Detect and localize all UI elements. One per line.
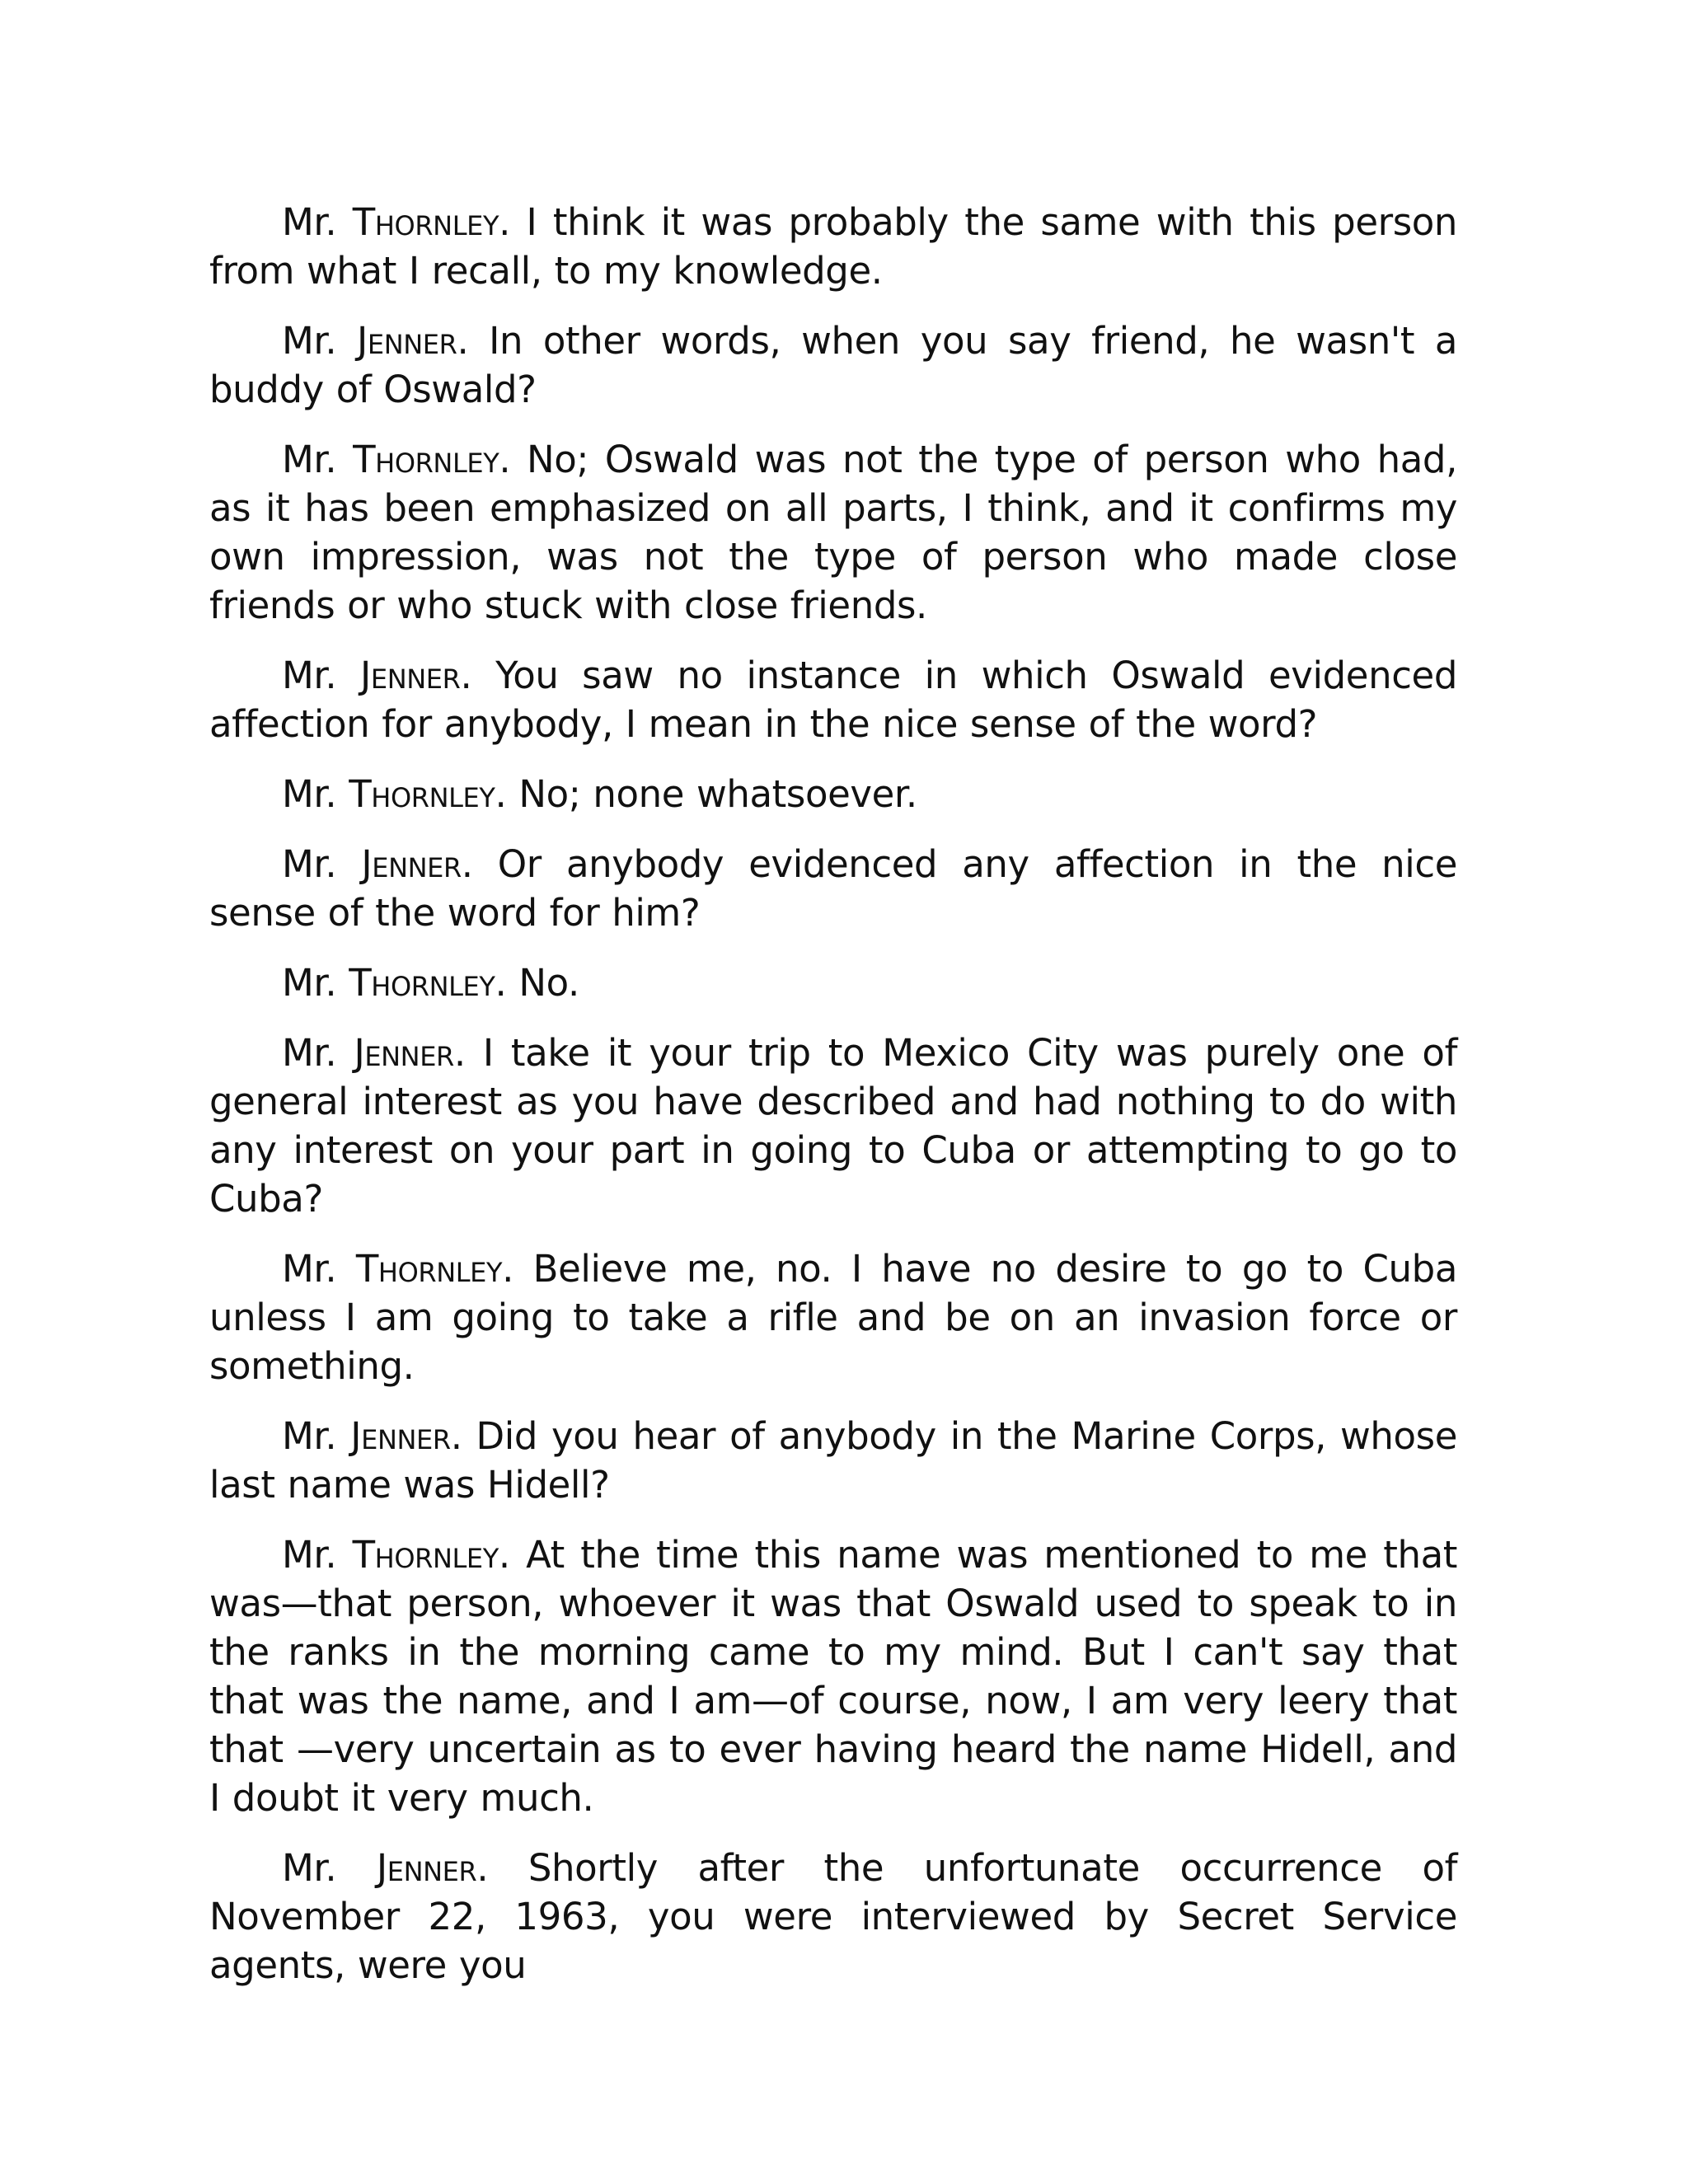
transcript-page — [209, 198, 1457, 2011]
testimony-paragraph: Mr. Thornley. I think it was probably the same with this person from what I recall, to my knowledge. — [209, 200, 1457, 293]
speaker-title: Mr. — [282, 1846, 337, 1890]
testimony-text: You saw no instance in which Oswald evidenced affection for anybody, I mean in the nice sense of the word? — [209, 654, 1457, 746]
testimony-paragraph: Mr. Jenner. You saw no instance in which Oswald evidenced affection for anybody, I mean in the nice sense of the word? — [209, 654, 1457, 746]
speaker-title: Mr. — [282, 200, 337, 244]
testimony-paragraph: Mr. Jenner. Or anybody evidenced any affection in the nice sense of the word for him? — [209, 842, 1458, 935]
speaker-name: Jenner — [354, 1031, 454, 1075]
speaker-name: Thornley — [352, 1533, 499, 1577]
speaker-title: Mr. — [282, 1031, 337, 1075]
speaker-title: Mr. — [282, 772, 337, 816]
testimony-paragraph: Mr. Thornley. No; none whatsoever. — [282, 772, 917, 816]
speaker-title: Mr. — [282, 438, 337, 481]
speaker-title: Mr. — [282, 1247, 337, 1291]
speaker-name: Jenner — [376, 1846, 477, 1890]
testimony-paragraph: Mr. Thornley. No. — [282, 961, 579, 1005]
testimony-text: Did you hear of anybody in the Marine Corps, whose last name was Hidell? — [209, 1414, 1457, 1507]
testimony-text: No; Oswald was not the type of person who had, as it has been emphasized on all parts, I think, and it confirms my own impression, was not the type of person who made close friends or who stuck with close friends. — [209, 438, 1457, 627]
testimony-paragraph: Mr. Thornley. At the time this name was mentioned to me that was—that person, whoever it was that Oswald used to speak to in the ranks in the morning came to my mind. But I can't say that that was the name, and I am—of course, now, I am very leery that that —very uncertain as to ever having heard the name Hidell, and I doubt it very much. — [209, 1533, 1458, 1820]
speaker-name: Thornley — [349, 961, 495, 1005]
speaker-title: Mr. — [282, 961, 337, 1005]
testimony-text: Believe me, no. I have no desire to go to Cuba unless I am going to take a rifle and be on an invasion force or something. — [209, 1247, 1458, 1388]
speaker-title: Mr. — [282, 1533, 337, 1577]
testimony-paragraph: Mr. Jenner. In other words, when you say friend, he wasn't a buddy of Oswald? — [209, 319, 1458, 411]
speaker-name: Jenner — [357, 319, 457, 363]
speaker-name: Jenner — [360, 654, 461, 697]
speaker-title: Mr. — [282, 319, 337, 363]
testimony-paragraph: Mr. Jenner. Shortly after the unfortunate occurrence of November 22, 1963, you were interviewed by Secret Service agents, were you — [209, 1846, 1458, 1987]
testimony-paragraph: Mr. Jenner. I take it your trip to Mexico City was purely one of general interest as you have described and had nothing to do with any interest on your part in going to Cuba or attempting to go to Cuba? — [209, 1031, 1458, 1221]
testimony-text: No; none whatsoever. — [518, 772, 917, 816]
testimony-paragraph: Mr. Thornley. No; Oswald was not the type of person who had, as it has been emphasized on all parts, I think, and it confirms my own impression, was not the type of person who made close friends or who stuck with close friends. — [209, 438, 1457, 627]
testimony-paragraph: Mr. Thornley. Believe me, no. I have no desire to go to Cuba unless I am going to take a rifle and be on an invasion force or something. — [209, 1247, 1458, 1388]
testimony-text: I think it was probably the same with this person from what I recall, to my knowledge. — [209, 200, 1457, 293]
testimony-text: I take it your trip to Mexico City was purely one of general interest as you have described and had nothing to do with any interest on your part in going to Cuba or attempting to go to Cuba? — [209, 1031, 1458, 1221]
testimony-text: No. — [518, 961, 579, 1005]
testimony-text: At the time this name was mentioned to me that was—that person, whoever it was that Oswald used to speak to in the ranks in the morning came to my mind. But I can't say that that was the name, and I am—of course, now, I am very leery that that —very uncertain as to ever having heard the name Hidell, and I doubt it very much. — [209, 1533, 1458, 1820]
testimony-text: Shortly after the unfortunate occurrence of November 22, 1963, you were interviewed by Secret Service agents, were you — [209, 1846, 1458, 1987]
speaker-title: Mr. — [282, 842, 337, 886]
speaker-title: Mr. — [282, 654, 337, 697]
speaker-name: Thornley — [353, 438, 499, 481]
speaker-name: Thornley — [349, 772, 495, 816]
speaker-name: Thornley — [352, 200, 499, 244]
testimony-text: In other words, when you say friend, he wasn't a buddy of Oswald? — [209, 319, 1458, 411]
speaker-name: Jenner — [350, 1414, 451, 1458]
testimony-text: Or anybody evidenced any affection in the nice sense of the word for him? — [209, 842, 1458, 935]
speaker-title: Mr. — [282, 1414, 337, 1458]
speaker-name: Jenner — [361, 842, 462, 886]
speaker-name: Thornley — [355, 1247, 503, 1291]
testimony-paragraph: Mr. Jenner. Did you hear of anybody in the Marine Corps, whose last name was Hidell? — [209, 1414, 1457, 1507]
